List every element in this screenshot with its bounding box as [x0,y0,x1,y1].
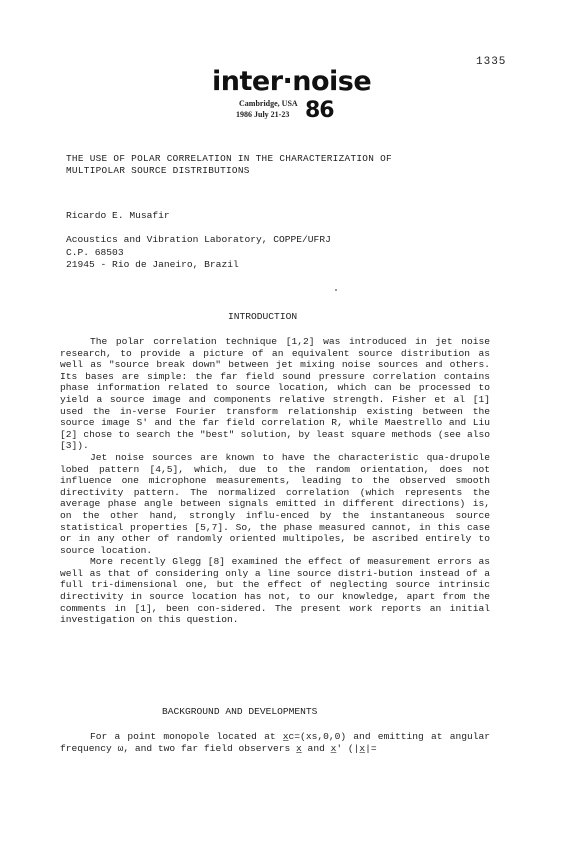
stray-dot [335,289,337,291]
paragraph: The polar correlation technique [1,2] was introduced in jet noise research, to provide a picture of an equivalent source distribution as well as "source break down" between jet mixing noise sources and others. Its bases are simple: the far field sound pressure correlation contains phase information related to source location, which can be processed to yield a source image and components relative strength. Fisher et al [1] used the in-verse Fourier transform relationship existing between the source image S' and the far field correlation R, while Maestrello and Liu [2] chose to search the "best" solution, by least square methods (see also [3]). [60,336,490,452]
affiliation-line: 21945 - Rio de Janeiro, Brazil [66,259,239,270]
paragraph: Jet noise sources are known to have the characteristic qua-drupole lobed pattern [4,5], which, due to the random orientation, does not influence one microphone measurements, leading to the observed smooth directivity pattern. The normalized correlation (which represents the average phase angle between signals emitted in different directions) is, on the other hand, strongly influ-enced by the instantaneous source statistical properties [5,7]. So, the phase measured cannot, in this case or in any other of randomly oriented multipoles, be ascribed entirely to source location. [60,451,490,556]
title-line: MULTIPOLAR SOURCE DISTRIBUTIONS [66,165,250,176]
title-line: THE USE OF POLAR CORRELATION IN THE CHARACTERIZATION OF [66,153,392,164]
affiliation-line: Acoustics and Vibration Laboratory, COPPE/UFRJ [66,234,331,245]
paragraph: For a point monopole located at x̲c=(xs,0,0) and emitting at angular frequency ω, and two far field observers x̲ and x̲' (|x̲|= [60,731,490,754]
affiliation-line: C.P. 68503 [66,246,124,258]
background-body [60,731,490,754]
logo-city: Cambridge, USA [239,99,298,108]
section-heading-introduction: INTRODUCTION [228,311,298,322]
logo-year: 86 [305,98,334,123]
paper-title [66,153,392,177]
introduction-body [60,336,490,626]
author-name: Ricardo E. Musafir [66,210,170,221]
section-heading-background: BACKGROUND AND DEVELOPMENTS [162,706,318,717]
conference-logo [212,66,372,146]
paragraph: More recently Glegg [8] examined the effect of measurement errors as well as that of considering only a line source distri-bution instead of a full tri-dimensional one, but the effect of neglecting source intrinsic directivity in source location has not, to our knowledge, apart from the comments in [1], been con-sidered. The present work reports an initial investigation on this question. [60,556,490,626]
logo-wordmark: inter·noise [212,66,372,97]
page-number: 1335 [476,56,507,68]
logo-dates: 1986 July 21-23 [236,110,290,119]
author-affiliation [66,234,331,272]
